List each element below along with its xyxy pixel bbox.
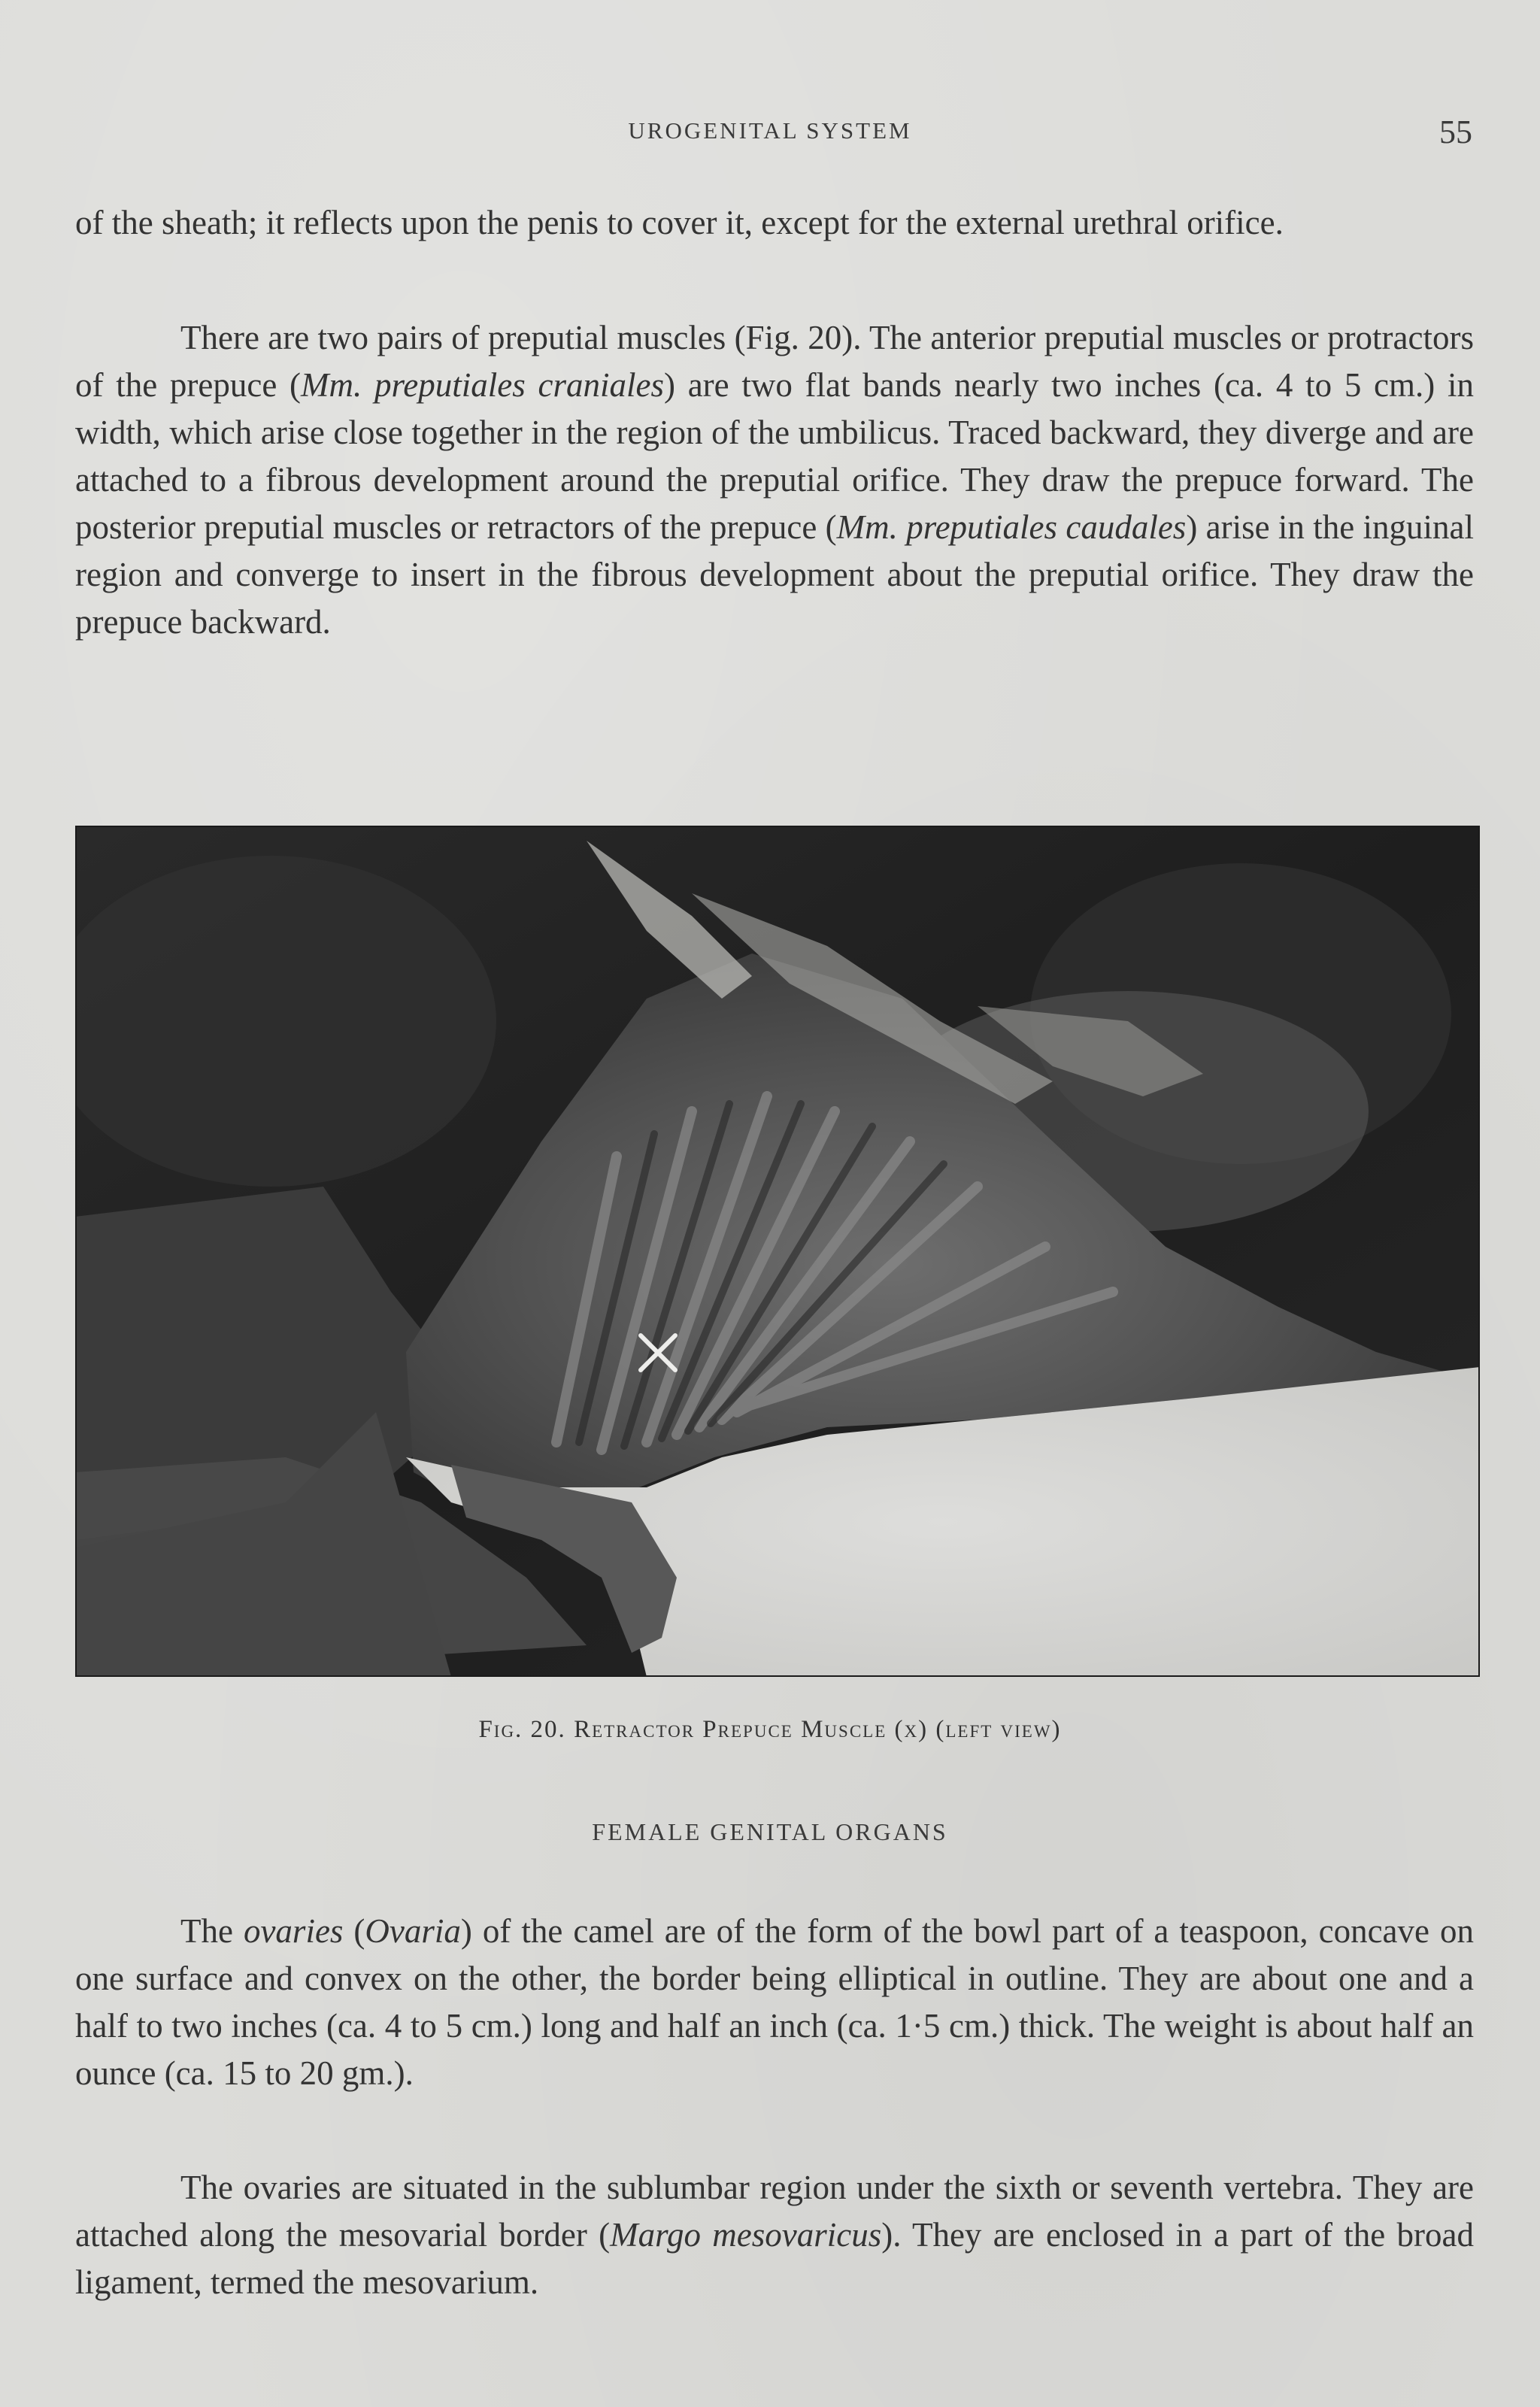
section-heading: FEMALE GENITAL ORGANS xyxy=(592,1818,948,1845)
paragraph-4-part-a: The ovaries are situated in the sublumbar region under the sixth or seventh vertebra. They are attached along the mesovarial border ( xyxy=(75,2169,1474,2254)
latin-term-craniales: Mm. preputiales craniales xyxy=(301,366,664,404)
paragraph-3-part-a: The xyxy=(180,1912,244,1950)
caption-figure-number: Fig. 20. xyxy=(478,1716,566,1743)
paragraph-1-text: of the sheath; it reflects upon the penis to cover it, except for the external urethral orifice. xyxy=(75,204,1284,241)
figure-caption xyxy=(0,1716,1540,1744)
paragraph-4-part-c: ). They are enclosed in a part of the broad ligament, termed the mesovarium. xyxy=(75,2216,1474,2301)
paragraph-3-text xyxy=(75,1908,1474,2097)
latin-term-caudales: Mm. preputiales caudales xyxy=(836,508,1187,546)
paragraph-2-part-e: ) arise in the inguinal region and converge to insert in the fibrous development about the preputial orifice. They draw the prepuce backward. xyxy=(75,508,1474,641)
paragraph-3-part-c: ( xyxy=(343,1912,365,1950)
paragraph-3-part-e: ) of the camel are of the form of the bowl part of a teaspoon, concave on one surface and convex on the other, the border being elliptical in outline. They are about one and a half to two inches (ca. 4 to 5 cm.) long and half an inch (ca. 1·5 cm.) thick. The weight is about half an ounce (ca. 15 to 20 gm.). xyxy=(75,1912,1474,2092)
muscle-photograph xyxy=(75,826,1480,1677)
caption-title: Retractor Prepuce Muscle (x) (left view) xyxy=(574,1716,1062,1743)
paragraph-ovaries xyxy=(75,1908,1474,2097)
paragraph-2-part-c: ) are two flat bands nearly two inches (ca. 4 to 5 cm.) in width, which arise close together in the region of the umbilicus. Traced backward, they diverge and are attached to a fibrous development around the preputial orifice. They draw the prepuce forward. The posterior preputial muscles or retractors of the prepuce ( xyxy=(75,366,1474,546)
figure-photograph xyxy=(75,826,1480,1677)
latin-term-ovaria: Ovaria xyxy=(365,1912,461,1950)
paragraph-continuation xyxy=(75,199,1474,247)
latin-term-margo-mesovaricus: Margo mesovaricus xyxy=(610,2216,882,2254)
running-head: UROGENITAL SYSTEM xyxy=(628,117,912,144)
paragraph-4-text xyxy=(75,2164,1474,2306)
paragraph-preputial-muscles xyxy=(75,314,1474,646)
term-ovaries: ovaries xyxy=(243,1912,344,1950)
page-header xyxy=(0,113,1540,158)
page-number: 55 xyxy=(1439,114,1472,150)
paragraph-2-text xyxy=(75,314,1474,646)
paragraph-ovary-position xyxy=(75,2164,1474,2306)
paragraph-2-part-a: There are two pairs of preputial muscles (Fig. 20). The anterior preputial muscles or protractors of the prepuce ( xyxy=(75,319,1474,404)
